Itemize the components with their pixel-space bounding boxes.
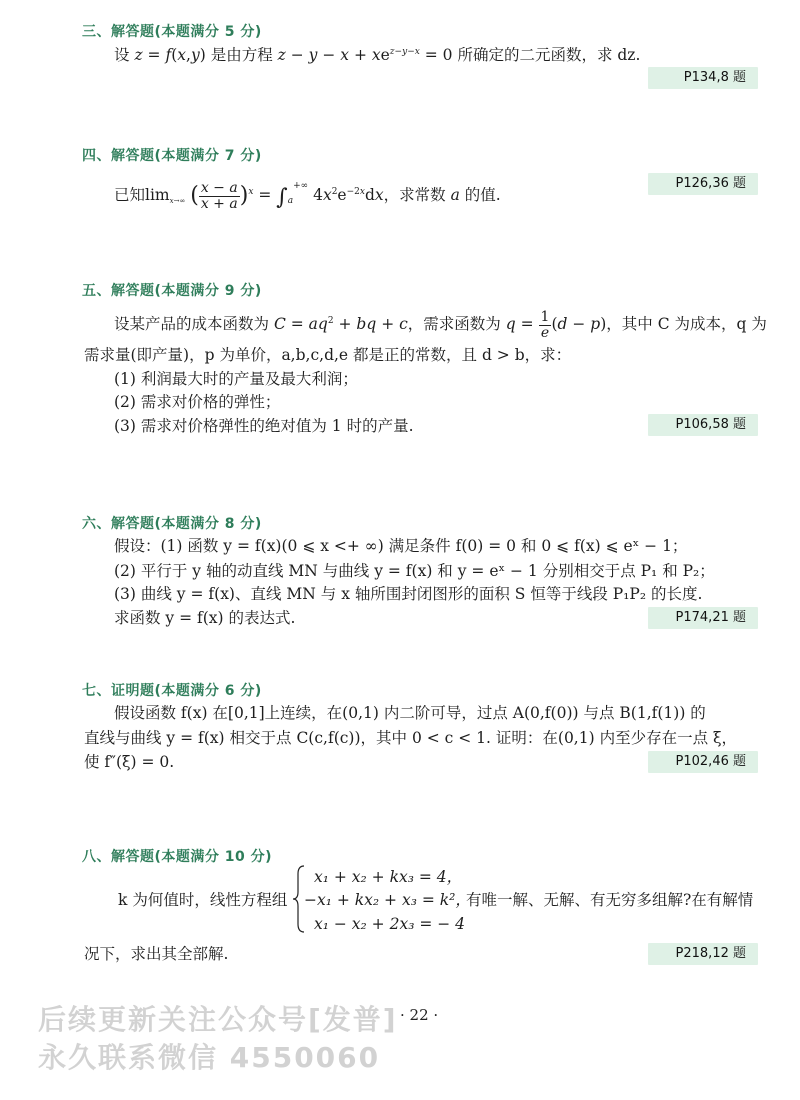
q3-heading: 三、解答题(本题满分 5 分) [82,24,262,40]
q6-line3: (3) 曲线 y = f(x)、直线 MN 与 x 轴所围封闭图形的面积 S 恒等于线段 P₁P₂ 的长度. [114,585,703,603]
q6-line4: 求函数 y = f(x) 的表达式. [114,609,296,627]
q5-item1: (1) 利润最大时的产量及最大利润； [114,370,358,388]
q3-reference: P134,8 题 [648,67,758,89]
q8-eq1: x₁ + x₂ + kx₃ = 4， [314,868,463,886]
q4-text: 已知$\lim_{x\to\infty}$ ( $\frac{x - a}{x + a}$ )$^x = \int_a^{+\infty}$ $4x^2e^{-2x}dx$，求常数 a 的值. [114,179,501,212]
q6-line1: 假设：(1) 函数 y = f(x)(0 ⩽ x <+ ∞) 满足条件 f(0) = 0 和 0 ⩽ f(x) ⩽ eˣ − 1； [114,537,688,555]
q6-reference: P174,21 题 [648,607,758,629]
q5-item3: (3) 需求对价格弹性的绝对值为 1 时的产量. [114,417,414,435]
q8-reference: P218,12 题 [648,943,758,965]
page-number: · 22 · [400,1006,439,1024]
q7-reference: P102,46 题 [648,751,758,773]
q8-lead: k 为何值时，线性方程组 [118,891,288,909]
q7-line3: 使 f″(ξ) = 0. [84,753,175,771]
q5-heading: 五、解答题(本题满分 9 分) [82,283,262,299]
q8-heading: 八、解答题(本题满分 10 分) [82,849,273,865]
q8-line2: 况下，求出其全部解. [84,945,229,963]
watermark-line2: 永久联系微信 4550060 [38,1041,381,1074]
watermark-line1: 后续更新关注公众号[发普] [38,1003,398,1036]
q7-line2: 直线与曲线 y = f(x) 相交于点 C(c,f(c))，其中 0 < c < 1. 证明：在(0,1) 内至少存在一点 ξ， [84,729,738,747]
q3-text: 设 z = f(x,y) 是由方程 $z - y - x + xe^{z-y-x} = 0$ 所确定的二元函数，求 dz. [114,46,641,64]
q8-eq3: x₁ − x₂ + 2x₃ = − 4 [314,915,466,933]
q6-line2: (2) 平行于 y 轴的动直线 MN 与曲线 y = f(x) 和 y = eˣ − 1 分别相交于点 P₁ 和 P₂； [114,562,715,580]
q5-reference: P106,58 题 [648,414,758,436]
q4-heading: 四、解答题(本题满分 7 分) [82,148,262,164]
q8-tail: 有唯一解、无解、有无穷多组解?在有解情 [466,891,754,909]
q8-eq2: −x₁ + kx₂ + x₃ = k²， [304,891,471,909]
q5-line2: 需求量(即产量)，p 为单价，a,b,c,d,e 都是正的常数，且 d > b，求： [84,346,572,364]
q5-line1: 设某产品的成本函数为 $C = aq^2$ + bq + c，需求函数为 q = $\frac{1}{e}$ (d − p)，其中 C 为成本，q 为 [114,308,767,341]
q5-item2: (2) 需求对价格的弹性； [114,393,281,411]
q7-line1: 假设函数 f(x) 在[0,1]上连续，在(0,1) 内二阶可导，过点 A(0,f(0)) 与点 B(1,f(1)) 的 [114,704,706,722]
q7-heading: 七、证明题(本题满分 6 分) [82,683,262,699]
q6-heading: 六、解答题(本题满分 8 分) [82,516,262,532]
q4-reference: P126,36 题 [648,173,758,195]
